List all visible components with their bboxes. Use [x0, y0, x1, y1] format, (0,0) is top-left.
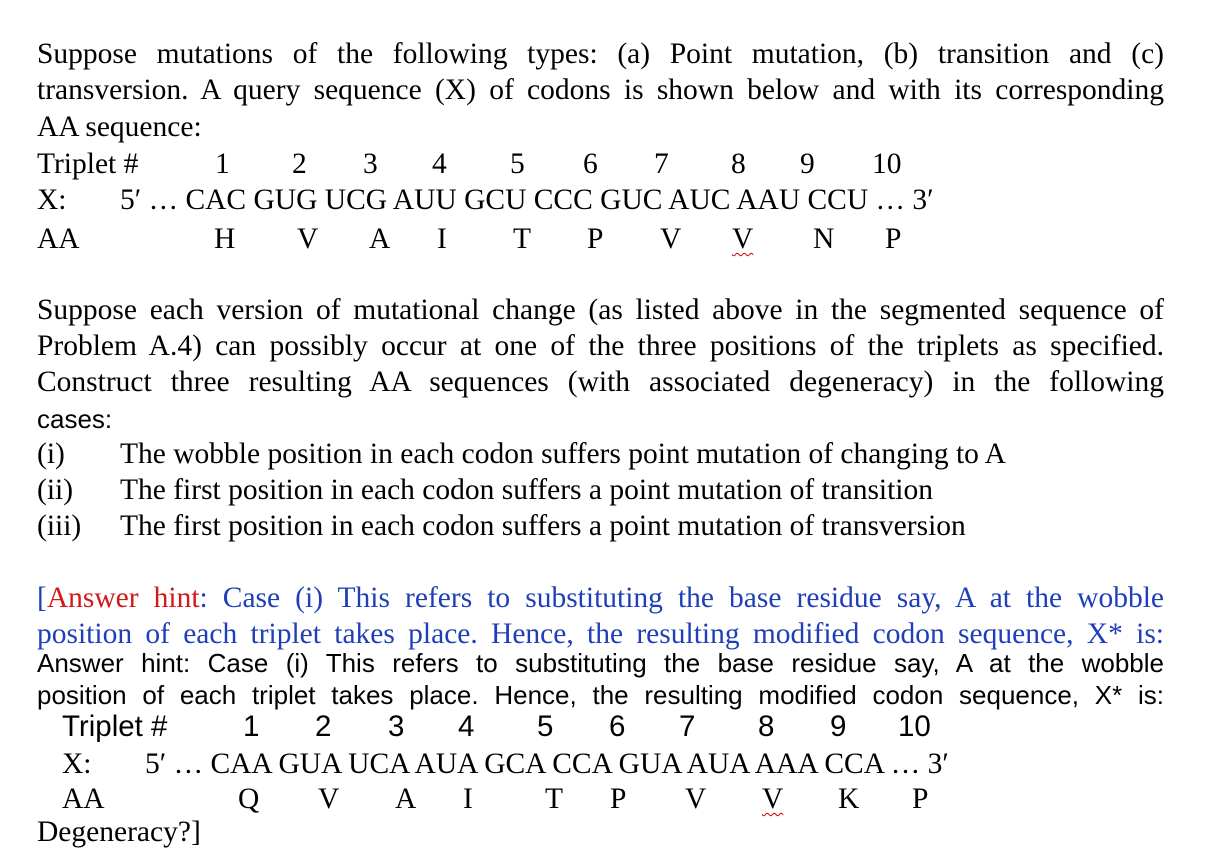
intro-line-2: transversion. A query sequence (X) of codons is shown below and with its corresponding — [37, 74, 1164, 106]
triplet-number: 6 — [583, 148, 598, 180]
aa-residue: I — [437, 223, 447, 255]
aa-label: AA — [62, 783, 105, 815]
aa-residue: N — [813, 223, 835, 255]
triplet-number: 9 — [800, 148, 815, 180]
triplet-number: 5 — [537, 710, 554, 743]
case-text: The first position in each codon suffers a point mutation of transversion — [120, 510, 966, 542]
aa-residue: A — [395, 783, 417, 815]
x-label: X: — [62, 748, 92, 780]
case-text: The first position in each codon suffers a point mutation of transition — [120, 474, 934, 506]
answer-hint-label: Answer hint — [46, 582, 200, 614]
para2-line-4: cases: — [37, 404, 113, 434]
triplet-number: 8 — [758, 710, 775, 743]
closing-question: Degeneracy?] — [37, 816, 201, 848]
case-label: (i) — [37, 438, 65, 470]
triplet-number: 1 — [243, 710, 260, 743]
triplet-number: 4 — [458, 710, 475, 743]
triplet-number: 3 — [363, 148, 378, 180]
intro-line-1: Suppose mutations of the following types: (a) Point mutation, (b) transition and (c) — [37, 38, 1164, 70]
aa-residue: T — [513, 223, 532, 255]
para2-line-2: Problem A.4) can possibly occur at one of the three positions of the triplets as specified. — [37, 330, 1164, 362]
hint-bracket: [ — [37, 582, 47, 614]
aa-residue: V — [660, 223, 682, 255]
para2-line-1: Suppose each version of mutational change (as listed above in the segmented sequence of — [37, 294, 1164, 326]
case-text: The wobble position in each codon suffers point mutation of changing to A — [120, 438, 1006, 470]
x-label: X: — [37, 184, 67, 216]
triplet-number: 2 — [315, 710, 332, 743]
triplet-number: 7 — [679, 710, 696, 743]
aa-residue: Q — [238, 783, 260, 815]
aa-residue: K — [838, 783, 860, 815]
case-label: (ii) — [37, 474, 74, 506]
hint-sans-line-2: position of each triplet takes place. Hence, the resulting modified codon sequence, X* is: — [37, 680, 1164, 710]
aa-residue: V — [318, 783, 340, 815]
aa-residue: I — [463, 783, 473, 815]
intro-line-3: AA sequence: — [37, 111, 202, 143]
case-label: (iii) — [37, 510, 82, 542]
x-sequence: 5′ … CAA GUA UCA AUA GCA CCA GUA AUA AAA CCA … 3′ — [145, 748, 949, 780]
aa-residue: P — [587, 223, 604, 255]
aa-residue: P — [912, 783, 929, 815]
x-sequence: 5′ … CAC GUG UCG AUU GCU CCC GUC AUC AAU CCU … 3′ — [120, 184, 934, 216]
triplet-number: 3 — [388, 710, 405, 743]
para2-line-3: Construct three resulting AA sequences (with associated degeneracy) in the following — [37, 366, 1164, 398]
triplet-label: Triplet # — [37, 148, 139, 180]
triplet-number: 10 — [872, 148, 902, 180]
aa-residue-flagged: V — [732, 223, 754, 255]
hint-sans-line-1: Answer hint: Case (i) This refers to substituting the base residue say, A at the wobble — [37, 648, 1164, 678]
aa-residue: V — [685, 783, 707, 815]
hint-serif-line-2: position of each triplet takes place. Hence, the resulting modified codon sequence, X* is: — [37, 618, 1164, 650]
triplet-number: 2 — [292, 148, 307, 180]
aa-residue: A — [369, 223, 391, 255]
aa-residue: P — [610, 783, 627, 815]
aa-residue: P — [885, 223, 902, 255]
triplet-number: 4 — [432, 148, 447, 180]
hint-serif-line-1 — [37, 584, 1164, 614]
aa-residue: H — [214, 223, 236, 255]
triplet-number: 9 — [830, 710, 847, 743]
triplet-number: 10 — [898, 710, 931, 743]
triplet-number: 5 — [510, 148, 525, 180]
aa-label: AA — [37, 223, 80, 255]
triplet-number: 8 — [731, 148, 746, 180]
triplet-number: 1 — [215, 148, 230, 180]
aa-residue: V — [297, 223, 319, 255]
triplet-number: 7 — [654, 148, 669, 180]
aa-residue-flagged: V — [762, 783, 784, 815]
triplet-label: Triplet # — [62, 710, 168, 743]
triplet-number: 6 — [609, 710, 626, 743]
aa-residue: T — [545, 783, 564, 815]
hint-serif-line-1-rest: : Case (i) This refers to substituting the base residue say, A at the wobble — [199, 582, 1164, 614]
